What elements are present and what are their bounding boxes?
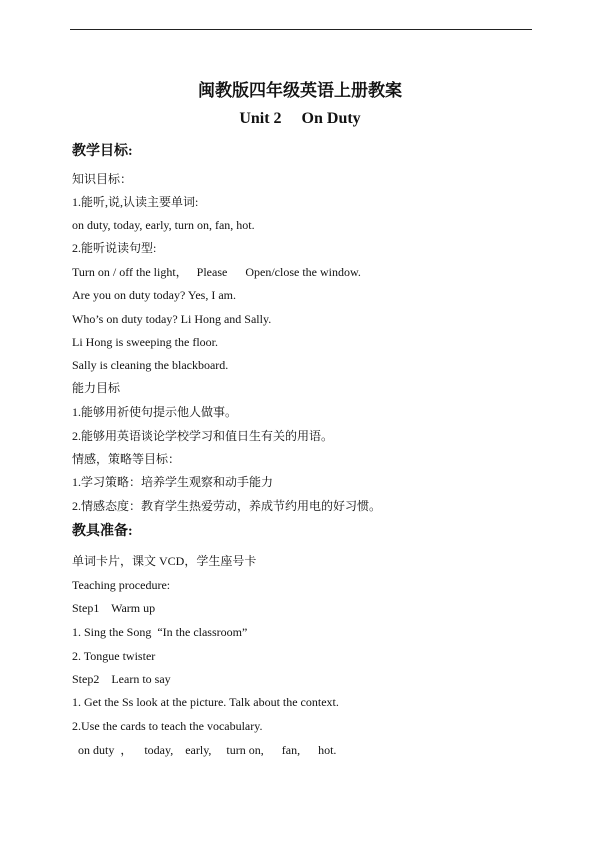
unit-title xyxy=(0,110,600,128)
text-line: 1.能听,说,认读主要单词: xyxy=(72,195,199,209)
unit-name: On Duty xyxy=(301,110,361,127)
text-line: Are you on duty today? Yes, I am. xyxy=(72,288,236,302)
vocabulary-line: on duty ， today, early, turn on, fan, hot. xyxy=(72,743,337,757)
text-line: Turn on / off the light， Please Open/close the window. xyxy=(72,265,361,279)
text-line: 1. Sing the Song “In the classroom” xyxy=(72,625,248,639)
document-title: 闽教版四年级英语上册教案 xyxy=(198,81,402,100)
text-line: 2.能够用英语谈论学校学习和值日生有关的用语。 xyxy=(72,429,334,443)
text-line: 2.能听说读句型: xyxy=(72,241,157,255)
text-line: 1.学习策略：培养学生观察和动手能力 xyxy=(72,475,274,489)
header-rule xyxy=(70,29,532,30)
step-heading: Step2 Learn to say xyxy=(72,672,171,686)
text-line: Li Hong is sweeping the floor. xyxy=(72,335,218,349)
text-line: Sally is cleaning the blackboard. xyxy=(72,358,229,372)
section-heading-objectives: 教学目标: xyxy=(72,144,133,159)
subheading-teaching-procedure: Teaching procedure: xyxy=(72,578,171,592)
text-line: 1. Get the Ss look at the picture. Talk about the context. xyxy=(72,695,339,709)
subheading-ability-goals: 能力目标 xyxy=(72,381,121,395)
section-heading-materials: 教具准备: xyxy=(72,524,133,539)
subheading-affective-goals: 情感，策略等目标： xyxy=(72,452,181,466)
unit-label: Unit 2 xyxy=(239,110,282,127)
text-line: on duty, today, early, turn on, fan, hot. xyxy=(72,218,255,232)
text-line: 1.能够用祈使句提示他人做事。 xyxy=(72,405,238,419)
step-heading: Step1 Warm up xyxy=(72,601,156,615)
text-line: 单词卡片，课文 VCD，学生座号卡 xyxy=(72,554,257,568)
text-line: 2.情感态度：教育学生热爱劳动，养成节约用电的好习惯。 xyxy=(72,499,382,513)
subheading-knowledge-goals: 知识目标： xyxy=(72,172,133,186)
text-line: Who’s on duty today? Li Hong and Sally. xyxy=(72,312,272,326)
text-line: 2.Use the cards to teach the vocabulary. xyxy=(72,719,263,733)
text-line: 2. Tongue twister xyxy=(72,649,156,663)
